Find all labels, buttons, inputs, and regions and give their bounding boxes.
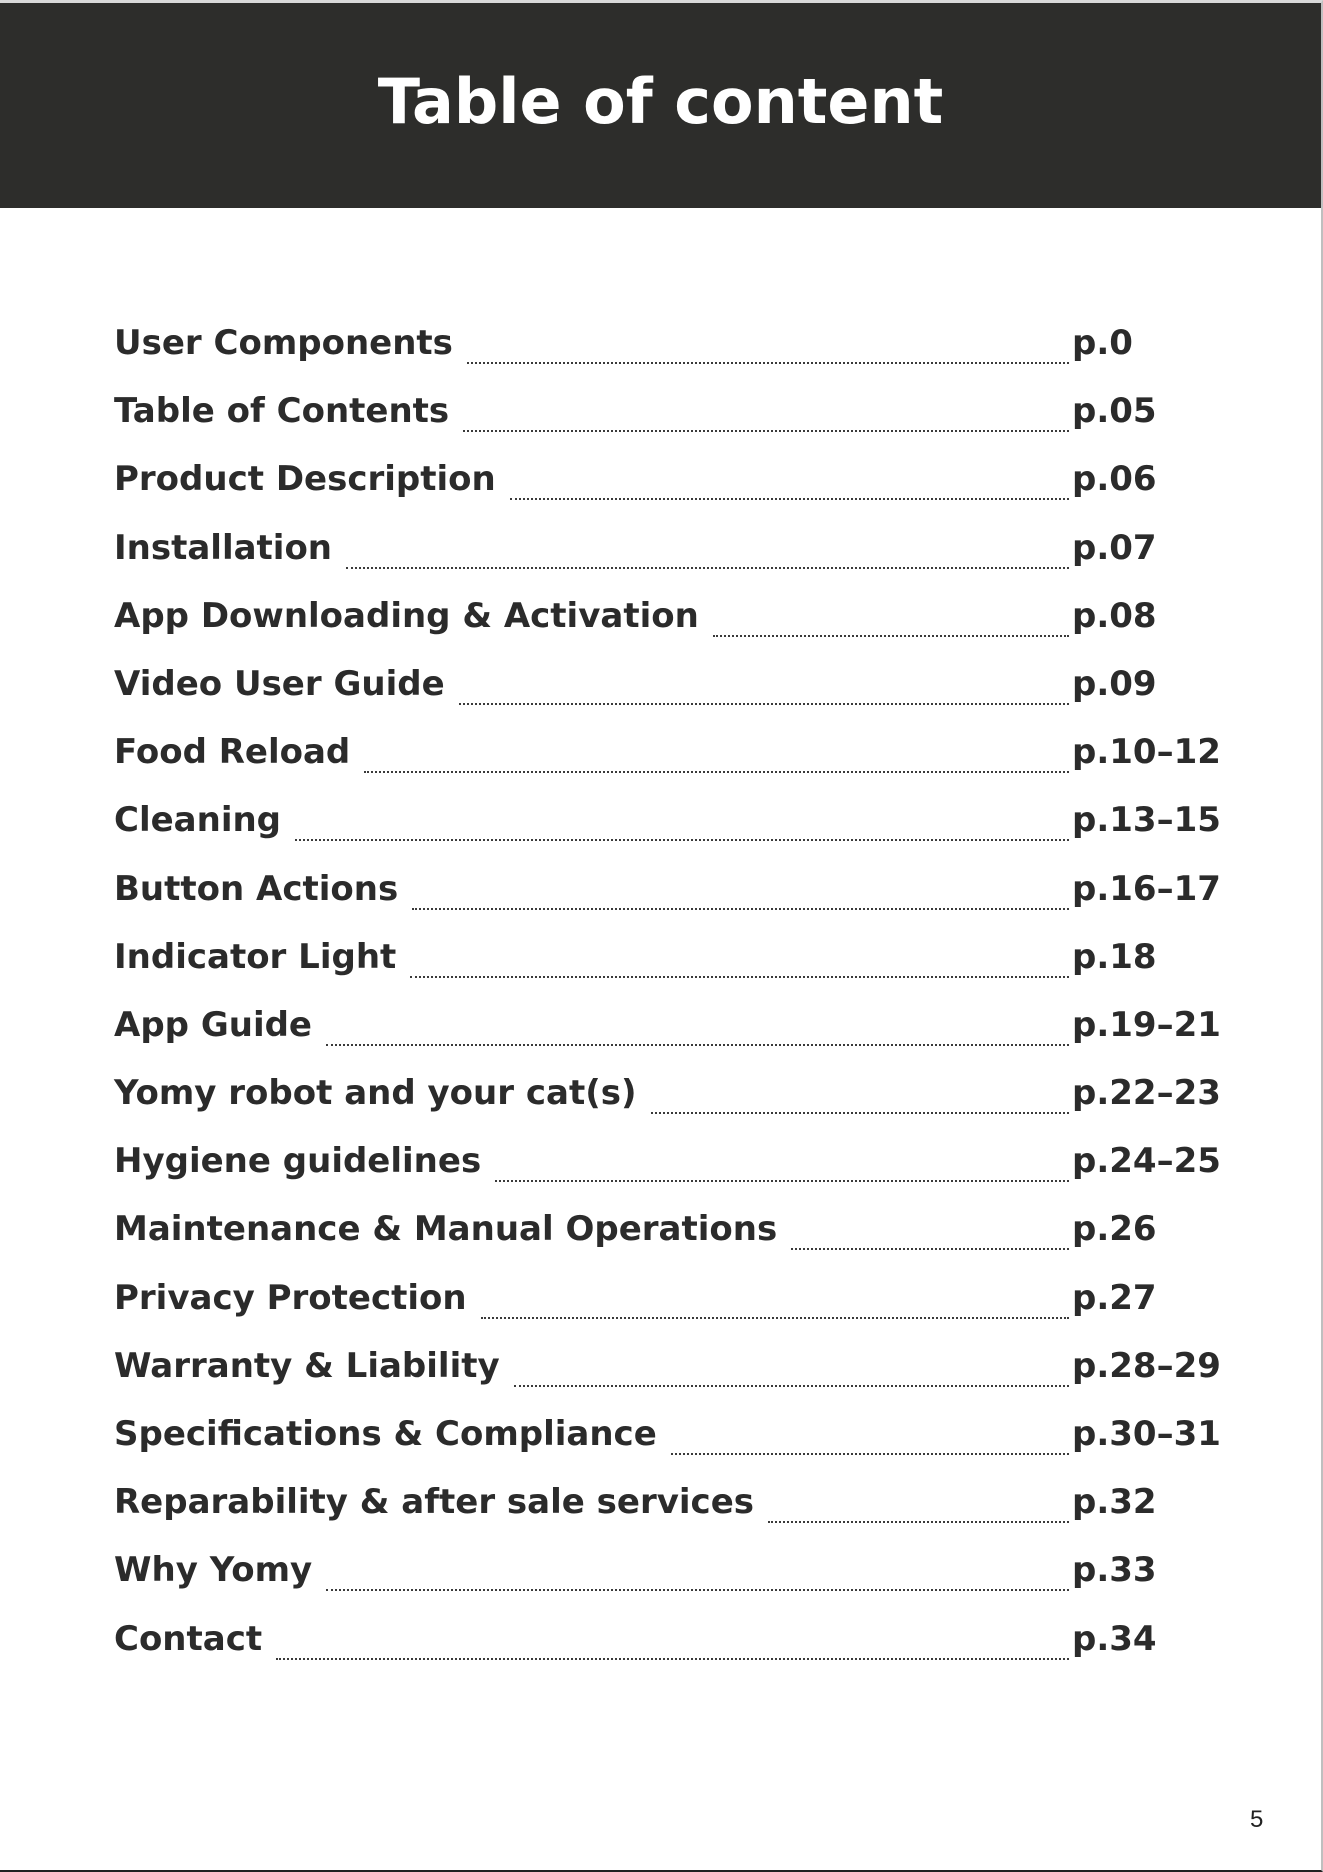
toc-entry-title: Specifications & Compliance: [114, 1414, 657, 1454]
dotted-leader: [768, 1521, 1069, 1523]
dotted-leader: [671, 1453, 1069, 1455]
toc-entry[interactable]: [114, 323, 1234, 394]
toc-entry-page: p.28–29: [1072, 1345, 1221, 1386]
dotted-leader: [276, 1658, 1069, 1660]
toc-entry[interactable]: [114, 1073, 1234, 1144]
toc-entry-title: Video User Guide: [114, 663, 445, 704]
toc-entry-page: p.24–25: [1072, 1141, 1221, 1182]
toc-entry[interactable]: [114, 595, 1234, 667]
toc-entry[interactable]: [114, 663, 1234, 735]
dotted-leader: [295, 839, 1069, 841]
dotted-leader: [481, 1317, 1069, 1319]
toc-entry-title: Privacy Protection: [114, 1277, 467, 1318]
toc-entry-title: App Guide: [114, 1004, 312, 1045]
toc-entry-title: Food Reload: [114, 732, 351, 773]
toc-entry-title: Product Description: [114, 459, 496, 500]
dotted-leader: [459, 703, 1069, 705]
toc-entry-title: Warranty & Liability: [114, 1345, 500, 1386]
toc-entry[interactable]: [114, 527, 1234, 599]
dotted-leader: [510, 498, 1069, 500]
toc-entry[interactable]: [114, 936, 1234, 1008]
toc-entry[interactable]: [114, 1414, 1234, 1485]
toc-entry[interactable]: [114, 1209, 1234, 1280]
toc-entry[interactable]: [114, 391, 1234, 462]
toc-entry[interactable]: [114, 1618, 1234, 1690]
header-band: [0, 3, 1321, 208]
dotted-leader: [651, 1112, 1069, 1114]
toc-entry[interactable]: [114, 1141, 1234, 1212]
dotted-leader: [326, 1044, 1069, 1046]
toc-entry-page: p.34: [1072, 1618, 1157, 1659]
dotted-leader: [410, 976, 1069, 978]
toc-entry-title: Table of Contents: [114, 391, 450, 432]
toc-entry[interactable]: [114, 1550, 1234, 1621]
dotted-leader: [364, 771, 1069, 773]
dotted-leader: [495, 1180, 1069, 1182]
dotted-leader: [346, 567, 1069, 569]
toc-entry-title: Maintenance & Manual Operations: [114, 1209, 778, 1250]
page-title: Table of content: [377, 65, 944, 138]
toc-entry-page: p.16–17: [1072, 868, 1221, 909]
toc-entry-page: p.33: [1072, 1550, 1157, 1591]
toc-entry-title: Indicator Light: [114, 936, 397, 977]
toc-entry-title: Yomy robot and your cat(s): [114, 1073, 637, 1114]
dotted-leader: [791, 1248, 1069, 1250]
toc-entry-title: Button Actions: [114, 868, 399, 909]
toc-entry-title: User Components: [114, 323, 453, 363]
toc-entry-title: Why Yomy: [114, 1550, 313, 1591]
toc-entry-title: Cleaning: [114, 800, 282, 841]
toc-entry[interactable]: [114, 1004, 1234, 1076]
toc-entry-page: p.08: [1072, 595, 1157, 636]
toc-entry-title: App Downloading & Activation: [114, 595, 699, 636]
toc-entry[interactable]: [114, 1345, 1234, 1417]
toc-entry-page: p.30–31: [1072, 1414, 1221, 1454]
dotted-leader: [713, 635, 1069, 637]
toc-entry-page: p.26: [1072, 1209, 1157, 1250]
toc-entry-page: p.05: [1072, 391, 1157, 432]
dotted-leader: [514, 1385, 1069, 1387]
toc-entry-page: p.18: [1072, 936, 1157, 977]
toc-entry-title: Hygiene guidelines: [114, 1141, 482, 1182]
toc-entry-page: p.09: [1072, 663, 1157, 704]
table-of-contents: [114, 323, 1234, 1690]
toc-entry-page: p.22–23: [1072, 1073, 1221, 1114]
toc-entry-title: Reparability & after sale services: [114, 1482, 754, 1523]
toc-entry-page: p.06: [1072, 459, 1157, 500]
dotted-leader: [467, 362, 1069, 364]
toc-entry-page: p.13–15: [1072, 800, 1221, 841]
toc-entry-page: p.07: [1072, 527, 1157, 568]
page-number: 5: [1250, 1806, 1264, 1833]
toc-entry-page: p.19–21: [1072, 1004, 1221, 1045]
toc-entry-page: p.27: [1072, 1277, 1157, 1318]
toc-entry[interactable]: [114, 459, 1234, 530]
toc-entry-page: p.32: [1072, 1482, 1157, 1523]
toc-entry[interactable]: [114, 732, 1234, 803]
toc-entry[interactable]: [114, 868, 1234, 940]
toc-entry-page: p.10–12: [1072, 732, 1221, 773]
toc-entry[interactable]: [114, 800, 1234, 871]
dotted-leader: [463, 430, 1069, 432]
toc-entry[interactable]: [114, 1277, 1234, 1349]
toc-entry-page: p.0: [1072, 323, 1133, 363]
toc-entry-title: Contact: [114, 1618, 263, 1659]
toc-entry[interactable]: [114, 1482, 1234, 1553]
toc-entry-title: Installation: [114, 527, 333, 568]
dotted-leader: [326, 1589, 1069, 1591]
dotted-leader: [412, 908, 1069, 910]
